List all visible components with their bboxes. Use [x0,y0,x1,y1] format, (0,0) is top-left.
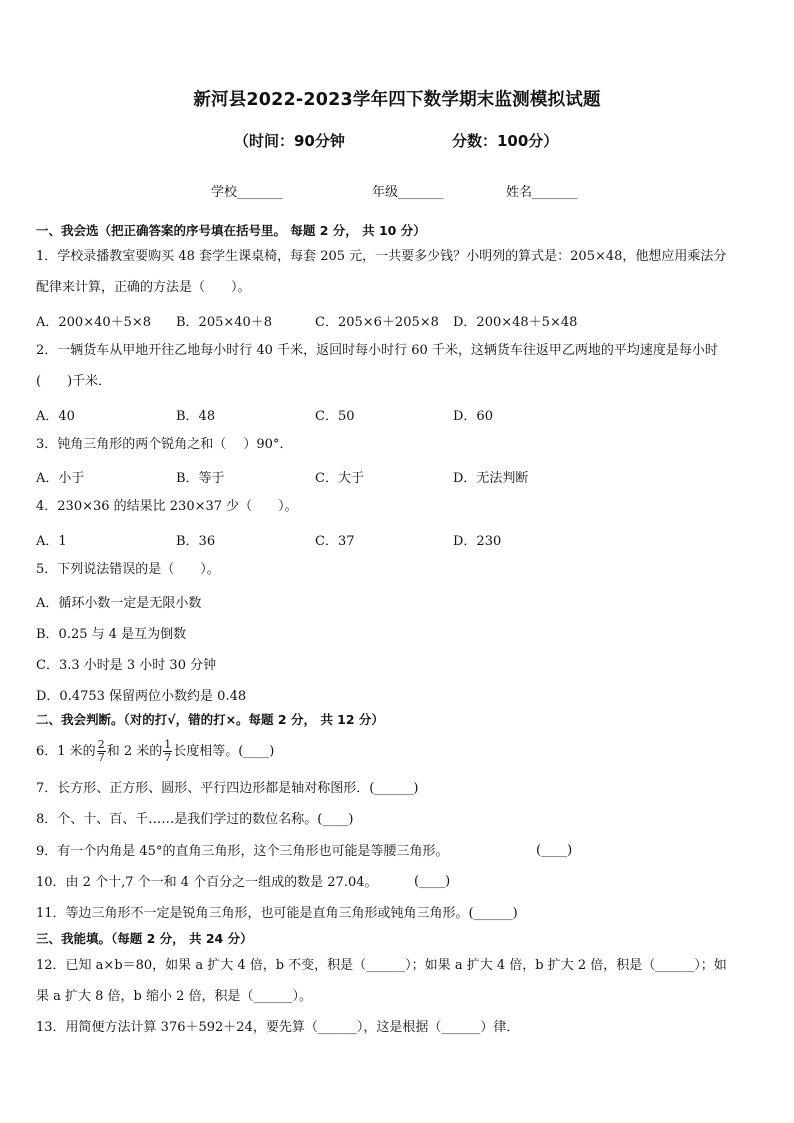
question-8: 8．个、十、百、千……是我们学过的数位名称。(____) [36,812,354,827]
question-9: 9．有一个内角是 45°的直角三角形，这个三角形也可能是等腰三角形。 [36,844,449,859]
q5-option-d: D．0.4753 保留两位小数约是 0.48 [36,689,247,704]
section-1-heading: 一、我会选（把正确答案的序号填在括号里。 每题 2 分， 共 10 分） [36,223,426,238]
q6-text-a: 6．1 米的 [36,744,96,759]
fraction-denominator: 7 [164,751,172,764]
name-field: 姓名_______ [506,185,578,200]
question-10: 10．由 2 个十,7 个一和 4 个百分之一组成的数是 27.04。 [36,875,378,890]
q5-option-b: B．0.25 与 4 是互为倒数 [36,627,187,642]
q4-option-b: B．36 [176,534,216,549]
question-3-line-1: 3．钝角三角形的两个锐角之和（ ）90°． [36,437,293,452]
question-12-line-2: 果 a 扩大 8 倍，b 缩小 2 倍，积是（______）。 [36,989,313,1004]
q6-text-c: 长度相等。(____) [173,744,275,759]
grade-field: 年级_______ [372,185,444,200]
fraction-two-sevenths [97,739,106,764]
section-3-heading: 三、我能填。（每题 2 分， 共 24 分） [36,931,253,946]
question-11: 11．等边三角形不一定是锐角三角形，也可能是直角三角形或钝角三角形。(______) [36,906,518,921]
q3-option-d: D．无法判断 [453,471,529,486]
page-title: 新河县2022-2023学年四下数学期末监测模拟试题 [193,90,601,110]
fraction-denominator: 7 [97,751,105,764]
q2-option-c: C．50 [315,409,355,424]
section-2-heading: 二、我会判断。（对的打√，错的打×。每题 2 分， 共 12 分） [36,712,384,727]
score-info: 分数：100分） [452,132,559,150]
time-info: （时间：90分钟 [234,132,345,150]
question-2-line-2: ( )千米． [36,374,112,389]
fraction-numerator: 1 [164,738,172,751]
q5-option-a: A．循环小数一定是无限小数 [36,596,202,611]
q2-option-b: B．48 [176,409,216,424]
school-field: 学校_______ [211,185,283,200]
q9-answer-blank: (____) [536,843,573,858]
q1-option-b: B．205×40＋8 [176,315,273,330]
question-13: 13．用简便方法计算 376＋592＋24，要先算（______），这是根据（______）律． [36,1020,520,1035]
q4-option-a: A．1 [36,534,67,549]
q2-option-d: D．60 [453,409,493,424]
q3-option-a: A．小于 [36,471,85,486]
q4-option-d: D．230 [453,534,502,549]
q2-option-a: A．40 [36,409,75,424]
q3-option-b: B．等于 [176,471,225,486]
q1-option-a: A．200×40＋5×8 [36,315,152,330]
question-4-line-1: 4．230×36 的结果比 230×37 少（ ）。 [36,499,298,514]
q3-option-c: C．大于 [315,471,364,486]
q1-option-c: C．205×6＋205×8 [315,315,439,330]
q10-answer-blank: (____) [414,874,451,889]
q1-option-d: D．200×48＋5×48 [453,315,578,330]
q5-option-c: C．3.3 小时是 3 小时 30 分钟 [36,658,217,673]
fraction-numerator: 2 [97,738,105,751]
question-1-line-1: 1．学校录播教室要购买 48 套学生课桌椅，每套 205 元，一共要多少钱？小明列的算式是：205×48，他想应用乘法分 [36,249,727,264]
question-6 [36,738,274,766]
q4-option-c: C．37 [315,534,355,549]
question-5-line-1: 5．下列说法错误的是（ ）。 [36,562,220,577]
question-12-line-1: 12．已知 a×b＝80，如果 a 扩大 4 倍，b 不变，积是（______）；如果 a 扩大 4 倍，b 扩大 2 倍，积是（______）；如 [36,958,727,973]
question-1-line-2: 配律来计算，正确的方法是（ ）。 [36,280,251,295]
fraction-one-seventh [163,739,172,764]
q6-text-b: 和 2 米的 [106,744,163,759]
question-7: 7．长方形、正方形、圆形、平行四边形都是轴对称图形．(______) [36,781,419,796]
question-2-line-1: 2．一辆货车从甲地开往乙地每小时行 40 千米，返回时每小时行 60 千米，这辆货车往返甲乙两地的平均速度是每小时 [36,343,718,358]
